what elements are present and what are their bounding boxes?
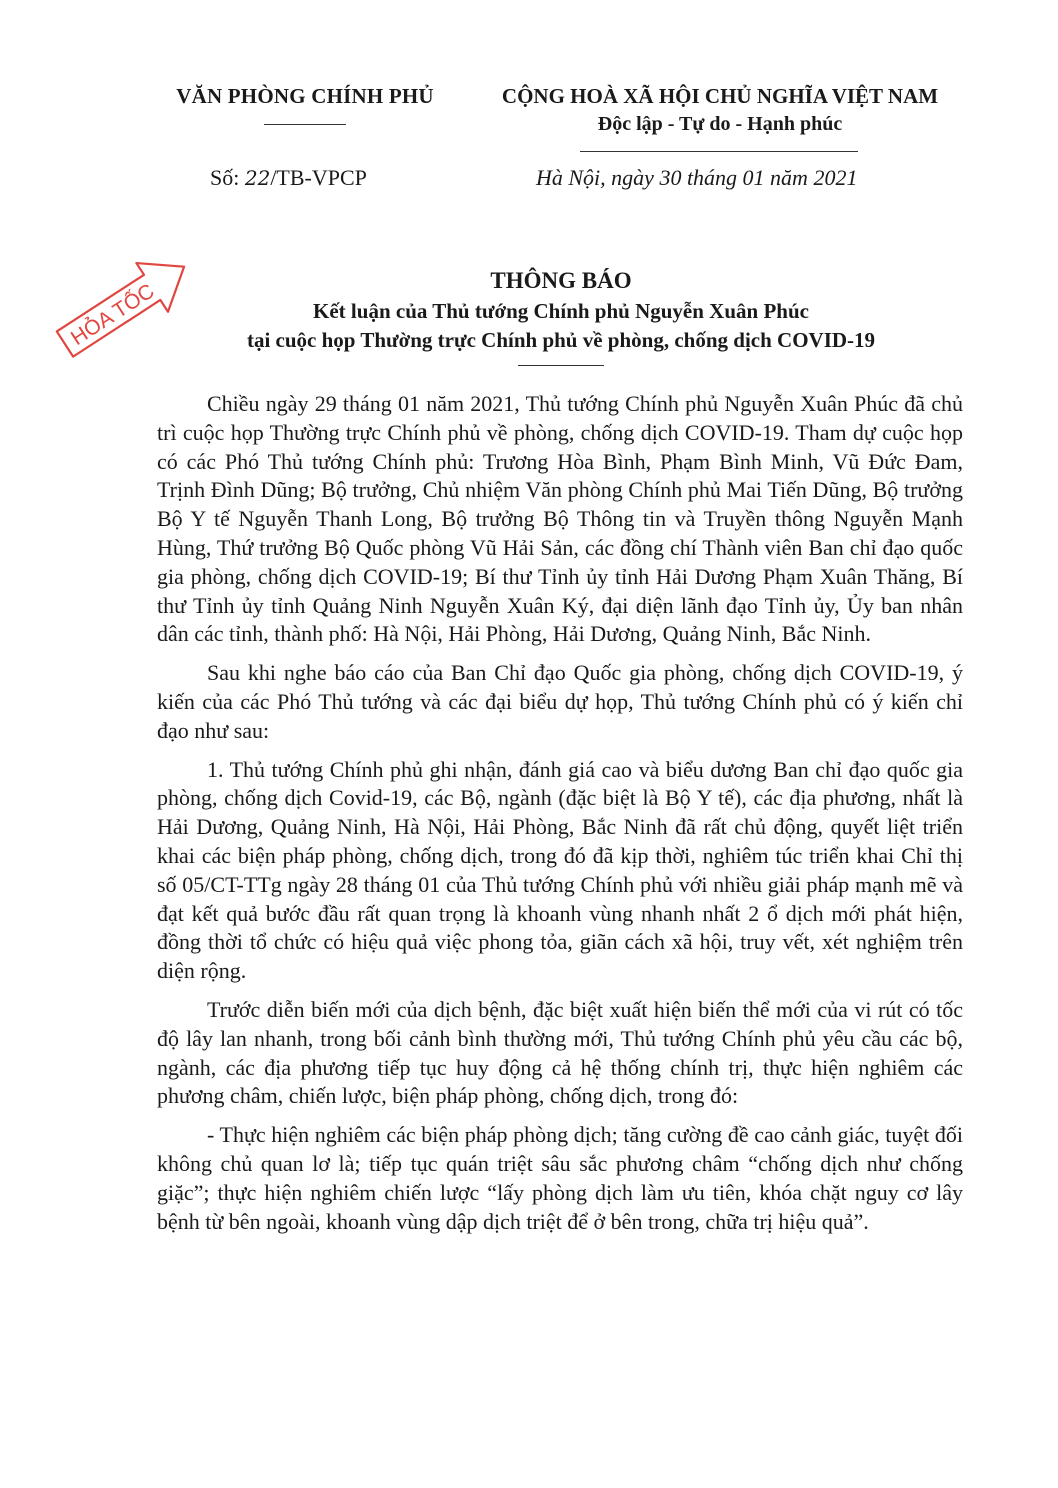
- notice-title: THÔNG BÁO: [490, 268, 632, 293]
- doc-number-prefix: Số:: [210, 165, 240, 190]
- body-text: [157, 390, 963, 1246]
- national-title: CỘNG HOÀ XÃ HỘI CHỦ NGHĨA VIỆT NAM: [501, 84, 939, 108]
- document-number: [210, 165, 367, 191]
- paragraph-item-1: 1. Thủ tướng Chính phủ ghi nhận, đánh giá cao và biểu dương Ban chỉ đạo quốc gia phòng, chống dịch Covid-19, các Bộ, ngành (đặc biệt là Bộ Y tế), các địa phương, nhất là Hải Dương, Quảng Ninh, Hà Nội, Hải Phòng, Bắc Ninh đã rất chủ động, quyết liệt triển khai các biện pháp phòng, chống dịch, trong đó đã kịp thời, nghiêm túc triển khai Chỉ thị số 05/CT-TTg ngày 28 tháng 01 của Thủ tướng Chính phủ với nhiều giải pháp mạnh mẽ và đạt kết quả bước đầu rất quan trọng là khoanh vùng nhanh nhất 2 ổ dịch mới phát hiện, đồng thời tổ chức có hiệu quả việc phong tỏa, giãn cách xã hội, truy vết, xét nghiệm trên diện rộng.: [157, 756, 963, 984]
- place-and-date: Hà Nội, ngày 30 tháng 01 năm 2021: [536, 165, 858, 190]
- issuing-agency: VĂN PHÒNG CHÍNH PHỦ: [176, 84, 434, 108]
- paragraph-meeting-intro: Chiều ngày 29 tháng 01 năm 2021, Thủ tướng Chính phủ Nguyễn Xuân Phúc đã chủ trì cuộc họp Thường trực Chính phủ về phòng, chống dịch COVID-19. Tham dự cuộc họp có các Phó Thủ tướng Chính phủ: Trương Hòa Bình, Phạm Bình Minh, Vũ Đức Đam, Trịnh Đình Dũng; Bộ trưởng, Chủ nhiệm Văn phòng Chính phủ Mai Tiến Dũng, Bộ trưởng Bộ Y tế Nguyễn Thanh Long, Bộ trưởng Bộ Thông tin và Truyền thông Nguyễn Mạnh Hùng, Thứ trưởng Bộ Quốc phòng Vũ Hải Sản, các đồng chí Thành viên Ban chỉ đạo quốc gia phòng, chống dịch COVID-19; Bí thư Tỉnh ủy tỉnh Hải Dương Phạm Xuân Thăng, Bí thư Tỉnh ủy tỉnh Quảng Ninh Nguyễn Xuân Ký, đại diện lãnh đạo Tỉnh ủy, Ủy ban nhân dân các tỉnh, thành phố: Hà Nội, Hải Phòng, Hải Dương, Quảng Ninh, Bắc Ninh.: [157, 391, 963, 647]
- doc-number-handwritten: 22: [244, 166, 271, 190]
- title-underline: [518, 365, 604, 366]
- stamp-text: HỎA TỐC: [67, 279, 159, 351]
- paragraph-new-situation: Trước diễn biến mới của dịch bệnh, đặc biệt xuất hiện biến thể mới của vi rút có tốc độ lây lan nhanh, trong bối cảnh bình thường mới, Thủ tướng Chính phủ yêu cầu các bộ, ngành, các địa phương tiếp tục huy động cả hệ thống chính trị, thực hiện nghiêm các phương châm, chiến lược, biện pháp phòng, chống dịch, trong đó:: [157, 996, 963, 1109]
- national-motto: Độc lập - Tự do - Hạnh phúc: [597, 113, 843, 135]
- doc-number-suffix: /TB-VPCP: [270, 165, 367, 190]
- notice-subtitle-line-2: tại cuộc họp Thường trực Chính phủ về phòng, chống dịch COVID-19: [246, 328, 876, 352]
- agency-underline: [264, 124, 346, 125]
- notice-subtitle-line-1: Kết luận của Thủ tướng Chính phủ Nguyễn Xuân Phúc: [313, 299, 809, 323]
- paragraph-bullet-1: - Thực hiện nghiêm các biện pháp phòng dịch; tăng cường đề cao cảnh giác, tuyệt đối không chủ quan lơ là; tiếp tục quán triệt sâu sắc phương châm “chống dịch như chống giặc”; thực hiện nghiêm chiến lược “lấy phòng dịch làm ưu tiên, khóa chặt nguy cơ lây bệnh từ bên ngoài, khoanh vùng dập dịch triệt để ở bên trong, chữa trị hiệu quả”.: [157, 1122, 963, 1234]
- motto-underline: [580, 151, 858, 152]
- paragraph-directive-intro: Sau khi nghe báo cáo của Ban Chỉ đạo Quốc gia phòng, chống dịch COVID-19, ý kiến của các Phó Thủ tướng và các đại biểu dự họp, Thủ tướng Chính phủ có ý kiến chỉ đạo như sau:: [157, 660, 963, 743]
